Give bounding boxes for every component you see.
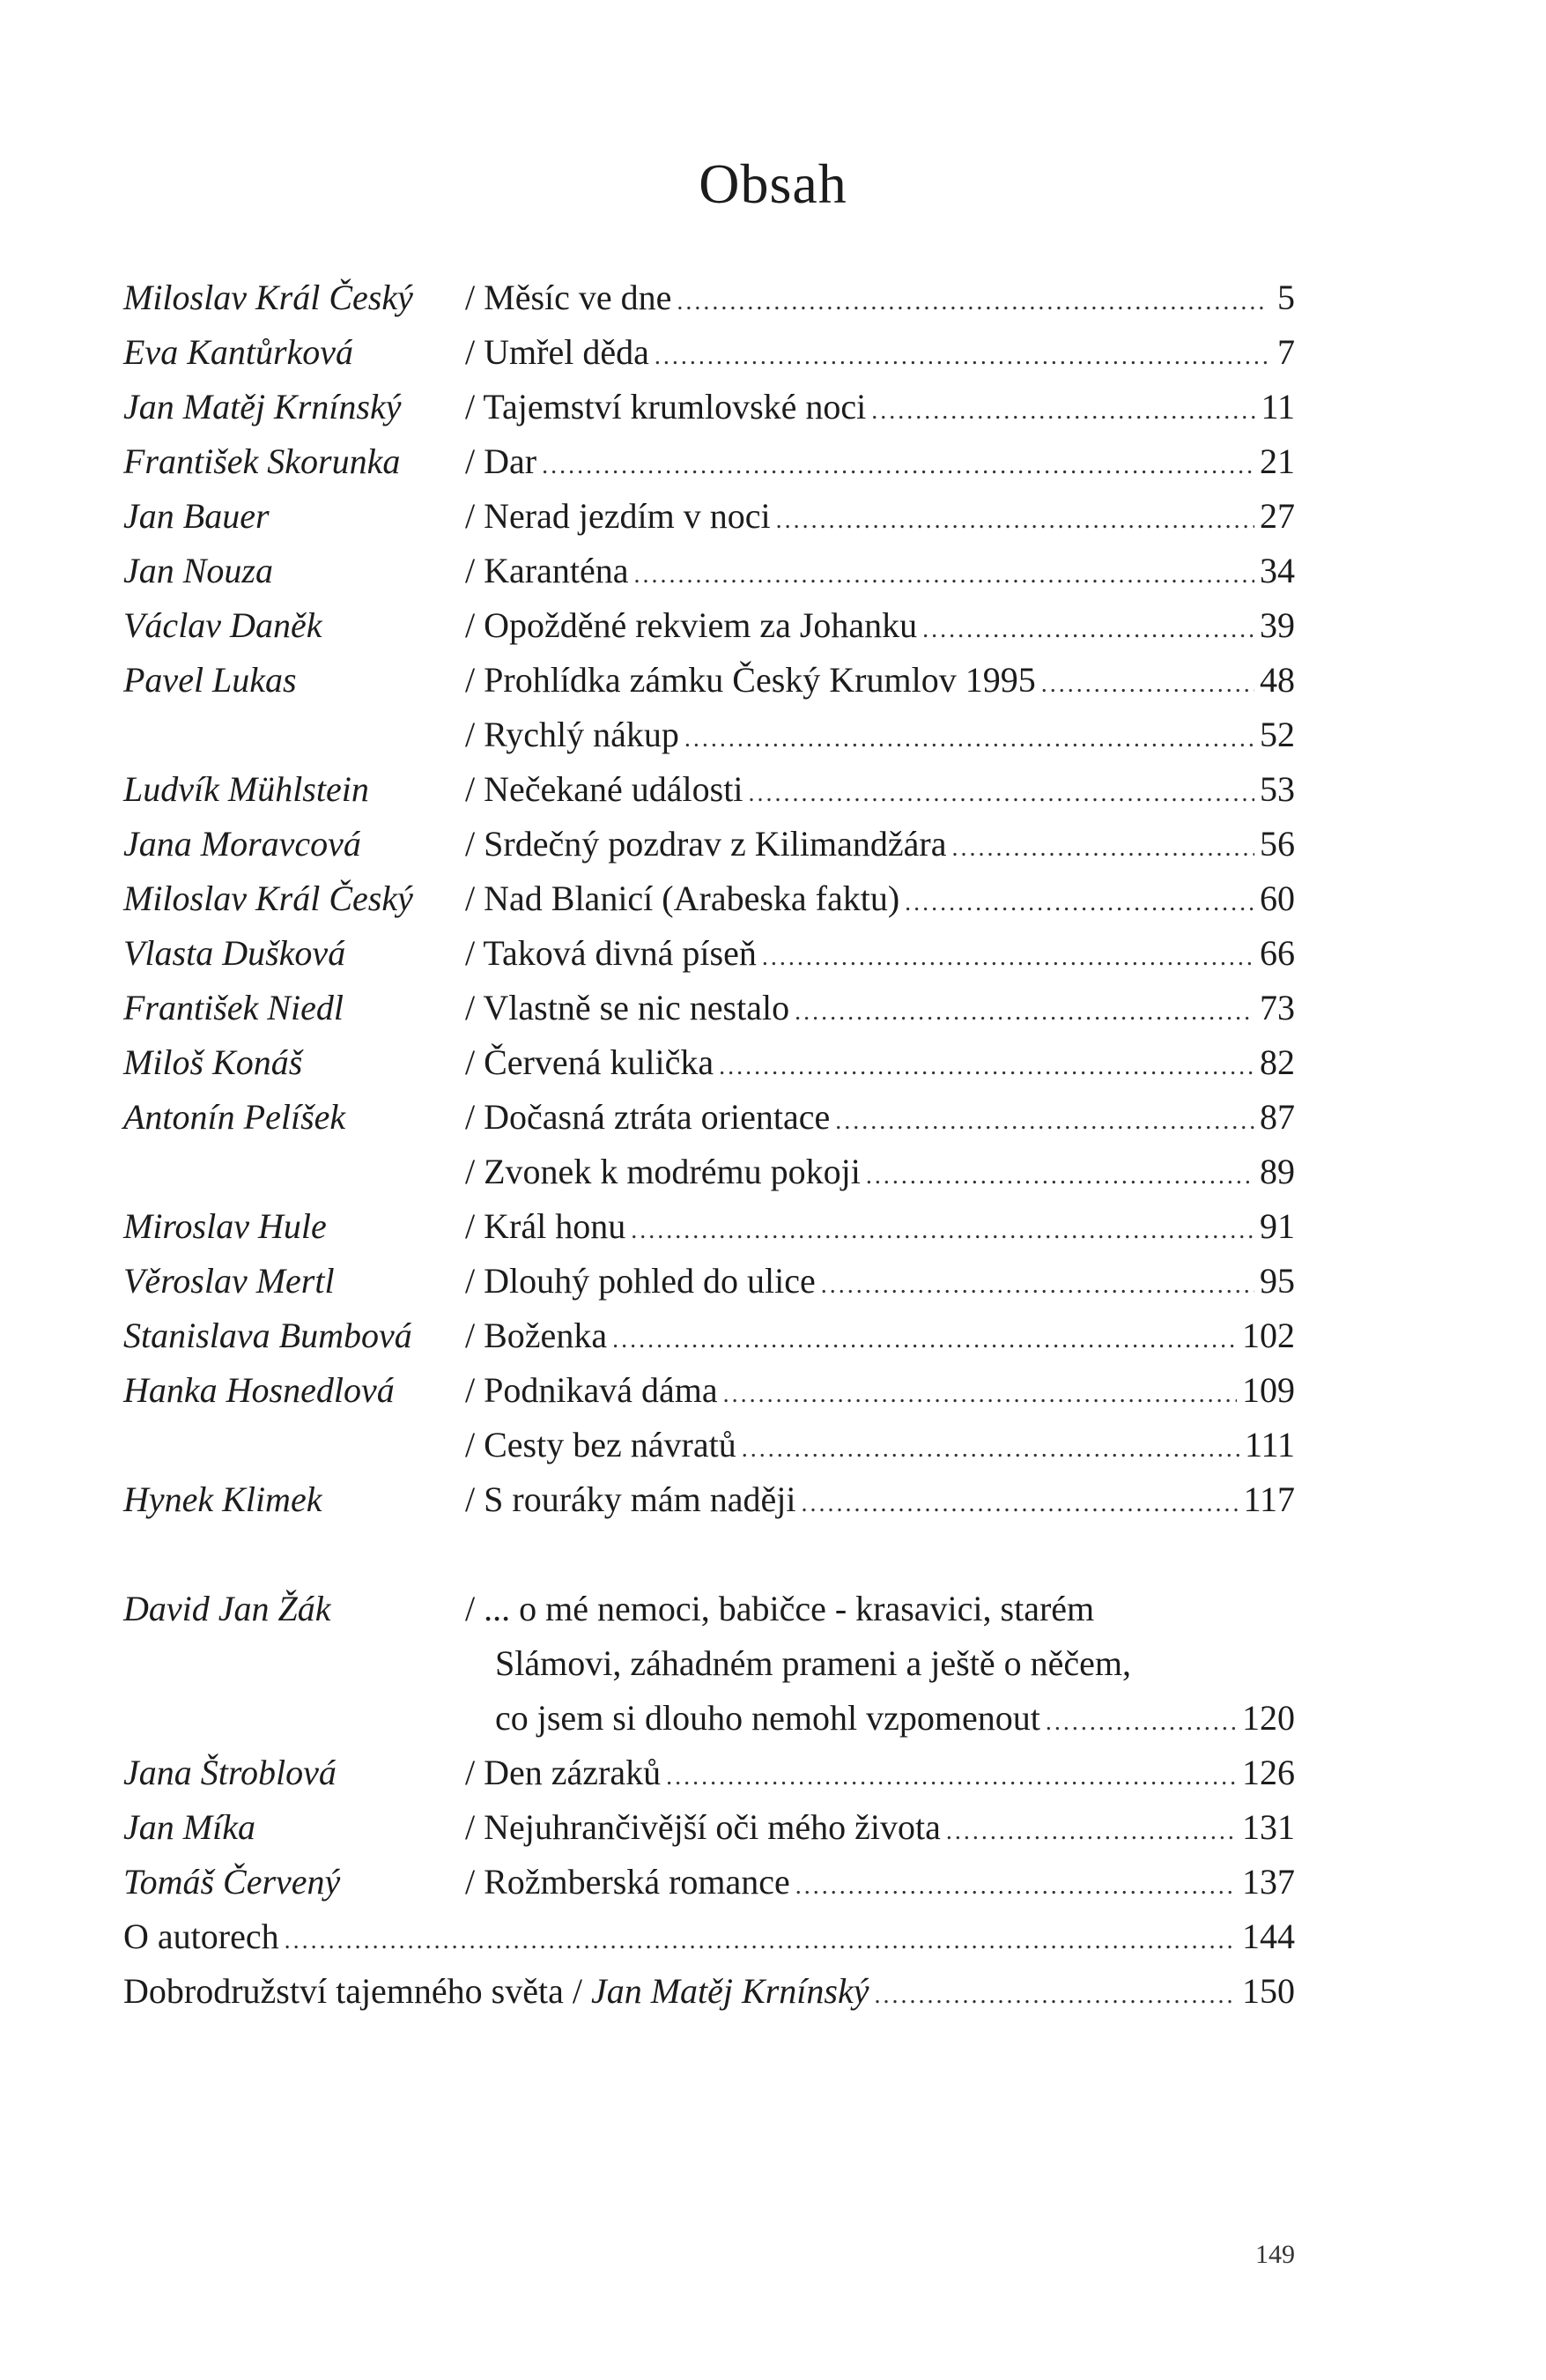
toc-title-text: O autorech xyxy=(123,1917,279,1956)
toc-separator: / xyxy=(465,1261,485,1301)
toc-row xyxy=(0,1800,1546,1855)
toc-page-number: 56 xyxy=(1260,824,1295,864)
toc-title xyxy=(465,926,757,981)
toc-row xyxy=(0,762,1546,817)
dot-leader xyxy=(631,1204,1254,1258)
dot-leader xyxy=(748,767,1254,821)
toc-title-text: Dlouhý pohled do ulice xyxy=(484,1261,816,1301)
toc-row xyxy=(0,1363,1546,1418)
toc-entry xyxy=(465,653,1295,712)
toc-separator: / xyxy=(465,496,485,536)
toc-title xyxy=(465,1309,607,1363)
toc-author: František Niedl xyxy=(123,988,344,1027)
toc-page-number: 66 xyxy=(1260,933,1295,973)
toc-separator: / xyxy=(465,879,485,918)
toc-row xyxy=(0,1418,1546,1472)
dot-leader xyxy=(821,1258,1254,1313)
toc-author: Jan Matěj Krnínský xyxy=(123,387,402,426)
toc-entry xyxy=(465,1800,1295,1859)
toc-separator: / xyxy=(465,933,484,973)
toc-entry xyxy=(465,1090,1295,1149)
toc-entry xyxy=(465,708,1295,767)
toc-row xyxy=(0,926,1546,981)
dot-leader xyxy=(801,1477,1238,1531)
toc-title-text: Dar xyxy=(484,441,537,481)
toc-author: Jana Štroblová xyxy=(123,1753,337,1792)
toc-row xyxy=(0,544,1546,598)
toc-entry-about-authors xyxy=(123,1909,1295,1969)
toc-separator: / xyxy=(465,1479,485,1519)
dot-leader xyxy=(866,1149,1254,1204)
toc-title-text: Srdečný pozdrav z Kilimandžára xyxy=(484,824,947,864)
toc-title-continuation: Slámovi, záhadném prameni a ještě o něčem, xyxy=(495,1643,1131,1683)
toc-title-text: Rožmberská romance xyxy=(484,1862,790,1902)
toc-author: Eva Kantůrková xyxy=(123,332,354,372)
dot-leader xyxy=(677,275,1269,330)
toc-row xyxy=(0,981,1546,1035)
toc-separator: / xyxy=(465,1807,485,1847)
toc-entry xyxy=(465,981,1295,1040)
toc-page-number: 91 xyxy=(1260,1206,1295,1246)
dot-leader xyxy=(946,1805,1237,1859)
toc-entry xyxy=(465,544,1295,603)
toc-title xyxy=(465,762,743,817)
toc-separator: / xyxy=(465,1097,485,1137)
toc-title-text: Rychlý nákup xyxy=(484,715,679,754)
toc-title-text: Král honu xyxy=(484,1206,626,1246)
toc-title xyxy=(465,1800,941,1855)
toc-page-number: 27 xyxy=(1260,496,1295,536)
toc-row xyxy=(0,1199,1546,1254)
toc-title xyxy=(465,1090,830,1145)
toc-entry xyxy=(465,926,1295,985)
dot-leader xyxy=(776,493,1254,548)
toc-separator: / xyxy=(465,1206,485,1246)
toc-page-number: 60 xyxy=(1260,879,1295,918)
toc-entry xyxy=(465,1418,1295,1477)
toc-title-text: / ... o mé nemoci, babičce - krasavici, starém xyxy=(465,1589,1095,1628)
toc-title-text: Umřel děda xyxy=(484,332,649,372)
toc-entry-line xyxy=(465,1582,1295,1636)
toc-author: Jan Matěj Krnínský xyxy=(590,1971,869,2011)
toc-separator: / xyxy=(465,441,485,481)
toc-row xyxy=(0,1746,1546,1800)
toc-title xyxy=(465,1199,625,1254)
page-number: 149 xyxy=(1255,2240,1295,2269)
toc-entry xyxy=(465,1145,1295,1204)
toc-page-number: 137 xyxy=(1242,1862,1295,1902)
dot-leader xyxy=(1046,1695,1237,1750)
toc-page-number: 131 xyxy=(1242,1807,1295,1847)
toc-separator: / xyxy=(465,1425,485,1464)
dot-leader xyxy=(719,1040,1254,1094)
toc-row xyxy=(0,325,1546,380)
toc-page-number: 48 xyxy=(1260,660,1295,700)
toc-separator: / xyxy=(465,988,484,1027)
toc-separator: / xyxy=(465,1152,485,1191)
toc-separator: / xyxy=(465,1370,485,1410)
toc-author: Miloslav Král Český xyxy=(123,879,413,918)
dot-leader xyxy=(905,876,1254,930)
toc-title xyxy=(465,271,671,325)
toc-title xyxy=(465,653,1036,708)
toc-page-number: 87 xyxy=(1260,1097,1295,1137)
toc-entry xyxy=(465,1855,1295,1914)
toc-row xyxy=(0,1909,1546,1964)
dot-leader xyxy=(871,384,1255,439)
toc-page-number: 126 xyxy=(1242,1753,1295,1792)
toc-title xyxy=(465,1855,790,1909)
toc-entry xyxy=(465,434,1295,493)
toc-title-text: co jsem si dlouho nemohl vzpomenout xyxy=(495,1698,1040,1738)
toc-row xyxy=(0,1254,1546,1309)
toc-author: Pavel Lukas xyxy=(123,660,297,700)
toc-row xyxy=(0,817,1546,871)
toc-entry xyxy=(495,1691,1295,1750)
toc-page-number: 95 xyxy=(1260,1261,1295,1301)
toc-separator: / xyxy=(465,387,484,426)
toc-title-text: Den zázraků xyxy=(484,1753,662,1792)
toc-entry xyxy=(465,489,1295,548)
toc-entry-closing xyxy=(123,1964,1295,2023)
toc-entry xyxy=(465,1254,1295,1313)
toc-separator: / xyxy=(465,824,485,864)
toc-title xyxy=(465,380,866,434)
toc-page-number: 120 xyxy=(1242,1698,1295,1738)
toc-row xyxy=(0,1472,1546,1527)
toc-title xyxy=(465,817,946,871)
toc-author: Jana Moravcová xyxy=(123,824,361,864)
dot-leader xyxy=(1041,657,1254,712)
toc-page-number: 102 xyxy=(1242,1316,1295,1355)
toc-title-text: Červená kulička xyxy=(484,1042,714,1082)
toc-entry xyxy=(465,1035,1295,1094)
dot-leader xyxy=(612,1313,1237,1368)
toc-row xyxy=(0,434,1546,489)
toc-title-text: Vlastně se nic nestalo xyxy=(483,988,790,1027)
dot-leader xyxy=(684,712,1254,767)
toc-page-number: 7 xyxy=(1277,332,1295,372)
toc-separator: / xyxy=(465,715,485,754)
toc-title-text: Tajemství krumlovské noci xyxy=(483,387,867,426)
toc-title xyxy=(465,708,679,762)
toc-entry xyxy=(465,817,1295,876)
toc-page-number: 34 xyxy=(1260,551,1295,590)
toc-row xyxy=(0,1964,1546,2019)
toc-row xyxy=(0,380,1546,434)
toc-title xyxy=(465,598,917,653)
dot-leader xyxy=(874,1969,1237,2023)
toc-title xyxy=(465,981,789,1035)
dot-leader xyxy=(742,1422,1239,1477)
toc-separator: / xyxy=(465,278,485,317)
toc-row xyxy=(0,489,1546,544)
toc-row xyxy=(0,1090,1546,1145)
toc-title-text: Opožděné rekviem za Johanku xyxy=(484,605,918,645)
toc-title-text: S rouráky mám naději xyxy=(484,1479,796,1519)
toc-title-text: Měsíc ve dne xyxy=(484,278,672,317)
toc-title-text: Nejuhrančivější oči mého života xyxy=(484,1807,941,1847)
dot-leader xyxy=(633,548,1254,603)
toc-author: Jan Bauer xyxy=(123,496,270,536)
toc-separator: / xyxy=(465,1862,485,1902)
dot-leader xyxy=(542,439,1254,493)
toc-entry xyxy=(465,762,1295,821)
toc-title-text: Nad Blanicí (Arabeska faktu) xyxy=(484,879,900,918)
toc-separator: / xyxy=(465,605,485,645)
toc-page-number: 82 xyxy=(1260,1042,1295,1082)
toc-row xyxy=(0,598,1546,653)
toc-row xyxy=(0,653,1546,708)
toc-page-number: 5 xyxy=(1277,278,1295,317)
toc-row xyxy=(0,1582,1546,1636)
toc-page-number: 111 xyxy=(1244,1425,1295,1464)
toc-page-number: 53 xyxy=(1260,769,1295,809)
dot-leader xyxy=(762,930,1254,985)
toc-entry xyxy=(465,271,1295,330)
toc-author: Vlasta Dušková xyxy=(123,933,346,973)
toc-title-text: Zvonek k modrému pokoji xyxy=(484,1152,861,1191)
toc-title xyxy=(465,489,771,544)
toc-title xyxy=(465,544,628,598)
toc-author: Miloš Konáš xyxy=(123,1042,303,1082)
toc-page-number: 144 xyxy=(1242,1917,1295,1956)
toc-author: David Jan Žák xyxy=(123,1589,331,1628)
toc-row xyxy=(0,1691,1546,1746)
toc-title xyxy=(465,1746,661,1800)
toc-separator: / xyxy=(465,551,485,590)
toc-entry xyxy=(465,598,1295,657)
toc-author: František Skorunka xyxy=(123,441,401,481)
toc-author: Miroslav Hule xyxy=(123,1206,327,1246)
toc-separator: / xyxy=(465,1753,485,1792)
toc-page-number: 73 xyxy=(1260,988,1295,1027)
dot-leader xyxy=(951,821,1254,876)
toc-entry xyxy=(465,1309,1295,1368)
toc-author: Antonín Pelíšek xyxy=(123,1097,346,1137)
toc-row xyxy=(0,871,1546,926)
toc-title xyxy=(465,1363,718,1418)
dot-leader xyxy=(723,1368,1237,1422)
dot-leader xyxy=(285,1914,1237,1969)
toc-author: Tomáš Červený xyxy=(123,1862,341,1902)
toc-page-number: 39 xyxy=(1260,605,1295,645)
dot-leader xyxy=(795,1859,1237,1914)
toc-author: Hynek Klimek xyxy=(123,1479,322,1519)
toc-title xyxy=(465,1254,816,1309)
toc-title-text: Boženka xyxy=(484,1316,608,1355)
toc-separator: / xyxy=(465,769,485,809)
toc-row xyxy=(0,1309,1546,1363)
toc-page-number: 11 xyxy=(1261,387,1295,426)
toc-title-text: Nerad jezdím v noci xyxy=(484,496,771,536)
toc-entry xyxy=(465,1199,1295,1258)
toc-author: Věroslav Mertl xyxy=(123,1261,335,1301)
toc-title-text: Taková divná píseň xyxy=(483,933,757,973)
dot-leader xyxy=(922,603,1254,657)
toc-entry xyxy=(465,380,1295,439)
toc-author: Jan Míka xyxy=(123,1807,255,1847)
toc-page-number: 117 xyxy=(1243,1479,1295,1519)
toc-separator: / xyxy=(465,1316,485,1355)
toc-row xyxy=(0,1855,1546,1909)
toc-author: Ludvík Mühlstein xyxy=(123,769,369,809)
toc-title xyxy=(465,1035,714,1090)
toc-separator: / xyxy=(465,660,485,700)
toc-author: Miloslav Král Český xyxy=(123,278,413,317)
toc-row xyxy=(0,271,1546,325)
toc-row xyxy=(0,1636,1546,1691)
page-title: Obsah xyxy=(699,152,847,215)
toc-entry xyxy=(465,1472,1295,1531)
toc-page-number: 150 xyxy=(1242,1971,1295,2011)
toc-author: Hanka Hosnedlová xyxy=(123,1370,395,1410)
toc-title-text: Nečekané události xyxy=(484,769,743,809)
toc-title xyxy=(465,325,649,380)
toc-title xyxy=(123,1964,869,2019)
toc-title-text: Prohlídka zámku Český Krumlov 1995 xyxy=(484,660,1036,700)
toc-title-text: Cesty bez návratů xyxy=(484,1425,736,1464)
toc-entry xyxy=(465,1363,1295,1422)
toc-title xyxy=(465,1145,861,1199)
toc-title-text: Dobrodružství tajemného světa / xyxy=(123,1971,591,2011)
toc-title-text: Dočasná ztráta orientace xyxy=(484,1097,831,1137)
toc-page-number: 109 xyxy=(1242,1370,1295,1410)
toc-title xyxy=(465,1418,736,1472)
dot-leader xyxy=(835,1094,1254,1149)
dot-leader xyxy=(655,330,1269,384)
toc-title xyxy=(465,1472,795,1527)
toc-title-text: Podnikavá dáma xyxy=(484,1370,718,1410)
dot-leader xyxy=(666,1750,1237,1805)
toc-entry xyxy=(465,1746,1295,1805)
toc-author: Václav Daněk xyxy=(123,605,322,645)
toc-separator: / xyxy=(465,332,485,372)
toc-title xyxy=(465,434,536,489)
toc-page-number: 21 xyxy=(1260,441,1295,481)
toc-title xyxy=(465,871,899,926)
toc-separator: / xyxy=(465,1042,485,1082)
toc-title-text: Karanténa xyxy=(484,551,629,590)
toc-row xyxy=(0,1035,1546,1090)
toc-entry xyxy=(465,871,1295,930)
toc-page-number: 89 xyxy=(1260,1152,1295,1191)
toc-entry xyxy=(465,325,1295,384)
toc-row xyxy=(0,708,1546,762)
toc-row xyxy=(0,1145,1546,1199)
toc-author: Stanislava Bumbová xyxy=(123,1316,412,1355)
toc-author: Jan Nouza xyxy=(123,551,273,590)
toc-page-number: 52 xyxy=(1260,715,1295,754)
dot-leader xyxy=(795,985,1254,1040)
